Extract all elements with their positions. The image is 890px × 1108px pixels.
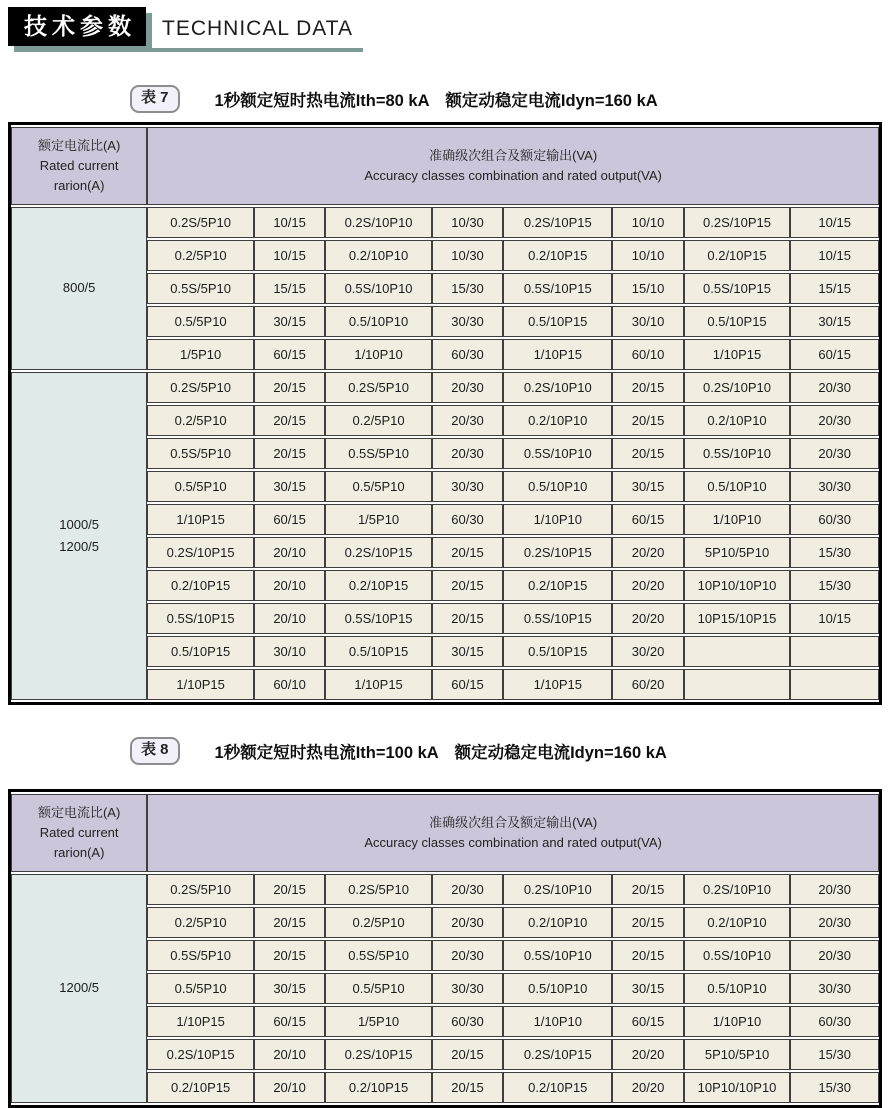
accuracy-combo-cell: 0.2S/10P15	[147, 1039, 254, 1070]
rated-output-cell: 30/15	[612, 471, 683, 502]
rated-output-cell: 20/20	[612, 537, 683, 568]
rated-output-cell: 20/30	[790, 405, 879, 436]
rated-output-cell: 20/30	[790, 940, 879, 971]
table8-badge: 表 8	[130, 737, 180, 765]
table7-body	[11, 207, 879, 700]
rated-output-cell: 60/15	[254, 339, 325, 370]
accuracy-combo-cell: 0.5S/5P10	[325, 438, 432, 469]
rated-output-cell: 10/30	[432, 240, 503, 271]
rated-output-cell: 20/15	[612, 438, 683, 469]
ratio-header-cn: 额定电流比(A)	[37, 804, 121, 820]
rated-output-cell: 10/10	[612, 240, 683, 271]
accuracy-combo-cell: 0.2/10P15	[503, 240, 612, 271]
rated-output-cell: 20/20	[612, 603, 683, 634]
rated-output-cell: 30/30	[790, 471, 879, 502]
accuracy-combo-cell: 0.2S/10P15	[325, 1039, 432, 1070]
accuracy-combo-cell: 0.5/10P15	[147, 636, 254, 667]
accuracy-combo-cell: 0.2S/10P10	[325, 207, 432, 238]
accuracy-combo-cell: 0.5/10P15	[684, 306, 791, 337]
rated-output-cell: 20/15	[254, 372, 325, 403]
rated-output-cell: 20/10	[254, 1072, 325, 1103]
accuracy-combo-cell: 5P10/5P10	[684, 537, 791, 568]
accuracy-combo-cell: 1/5P10	[325, 1006, 432, 1037]
rated-output-cell: 60/30	[432, 339, 503, 370]
accuracy-combo-cell: 10P15/10P15	[684, 603, 791, 634]
accuracy-combo-cell: 1/5P10	[325, 504, 432, 535]
page-header	[8, 6, 890, 52]
rated-output-cell: 30/15	[254, 973, 325, 1004]
accuracy-combo-cell: 0.5/10P10	[503, 973, 612, 1004]
accuracy-header-cn: 准确级次组合及额定输出(VA)	[429, 147, 598, 163]
accuracy-combo-cell: 0.2S/5P10	[325, 874, 432, 905]
accuracy-combo-cell: 0.2S/10P10	[684, 874, 791, 905]
rated-output-cell: 20/10	[254, 570, 325, 601]
rated-output-cell: 20/15	[612, 907, 683, 938]
page-title-cn: 技术参数	[8, 7, 146, 46]
rated-output-cell: 20/30	[432, 438, 503, 469]
row-group-label: 1000/5 1200/5	[11, 372, 147, 700]
rated-output-cell: 15/30	[790, 1072, 879, 1103]
rated-output-cell: 20/30	[790, 438, 879, 469]
page-title-en: TECHNICAL DATA	[152, 17, 363, 52]
accuracy-combo-cell: 0.5/5P10	[147, 471, 254, 502]
accuracy-combo-cell: 0.2/10P15	[503, 1072, 612, 1103]
rated-output-cell: 20/20	[612, 570, 683, 601]
accuracy-combo-cell: 0.2/10P15	[325, 570, 432, 601]
technical-table-8	[8, 789, 882, 1108]
accuracy-combo-cell: 0.2/10P10	[503, 405, 612, 436]
rated-output-cell: 60/30	[432, 1006, 503, 1037]
rated-output-cell: 15/15	[254, 273, 325, 304]
accuracy-combo-cell: 0.5/10P10	[684, 471, 791, 502]
rated-output-cell: 60/15	[612, 504, 683, 535]
rated-output-cell: 20/30	[432, 405, 503, 436]
rated-output-cell: 30/15	[254, 471, 325, 502]
rated-output-cell: 15/30	[790, 537, 879, 568]
accuracy-combo-cell: 0.5S/10P10	[325, 273, 432, 304]
rated-output-cell	[790, 636, 879, 667]
accuracy-combo-cell: 10P10/10P10	[684, 1072, 791, 1103]
accuracy-combo-cell: 1/10P15	[147, 1006, 254, 1037]
table8	[11, 792, 879, 1105]
table-header-row	[11, 794, 879, 872]
accuracy-combo-cell: 0.5/10P15	[503, 306, 612, 337]
rated-output-cell: 60/30	[432, 504, 503, 535]
table-header-row	[11, 127, 879, 205]
ratio-header-en2: rarion(A)	[53, 178, 105, 194]
accuracy-combo-cell: 0.2/10P15	[503, 570, 612, 601]
rated-output-cell: 30/30	[432, 471, 503, 502]
rated-output-cell: 60/15	[790, 339, 879, 370]
accuracy-combo-cell	[684, 636, 791, 667]
rated-output-cell: 30/15	[432, 636, 503, 667]
accuracy-combo-cell: 0.2S/5P10	[147, 874, 254, 905]
rated-output-cell: 20/10	[254, 537, 325, 568]
rated-output-cell: 10/15	[790, 207, 879, 238]
row-group-label: 800/5	[11, 207, 147, 370]
accuracy-header-cn: 准确级次组合及额定输出(VA)	[429, 814, 598, 830]
accuracy-combo-cell: 0.5/5P10	[325, 471, 432, 502]
rated-output-cell: 30/30	[790, 973, 879, 1004]
rated-output-cell: 30/20	[612, 636, 683, 667]
table-row	[11, 207, 879, 238]
rated-output-cell: 15/30	[790, 1039, 879, 1070]
rated-output-cell: 15/30	[790, 570, 879, 601]
accuracy-combo-cell: 0.5S/10P10	[503, 940, 612, 971]
rated-output-cell: 20/15	[432, 1039, 503, 1070]
accuracy-combo-cell: 1/10P10	[503, 504, 612, 535]
rated-output-cell: 15/30	[432, 273, 503, 304]
rated-output-cell: 20/15	[432, 603, 503, 634]
table7	[11, 125, 879, 702]
accuracy-combo-cell: 0.2/10P15	[684, 240, 791, 271]
rated-output-cell: 30/15	[790, 306, 879, 337]
ratio-header-en1: Rated current	[39, 157, 119, 173]
ratio-column-header	[11, 127, 147, 205]
accuracy-header-en: Accuracy classes combination and rated output(VA)	[364, 835, 662, 850]
rated-output-cell: 10/10	[612, 207, 683, 238]
table8-caption	[130, 737, 890, 765]
rated-output-cell: 20/20	[612, 1039, 683, 1070]
accuracy-column-header	[147, 127, 879, 205]
rated-output-cell: 20/15	[612, 940, 683, 971]
accuracy-combo-cell: 0.2/10P15	[325, 1072, 432, 1103]
accuracy-combo-cell: 0.2S/10P15	[503, 537, 612, 568]
rated-output-cell: 20/15	[432, 1072, 503, 1103]
accuracy-combo-cell: 0.2/10P10	[503, 907, 612, 938]
accuracy-combo-cell: 0.5S/10P15	[503, 273, 612, 304]
rated-output-cell: 15/10	[612, 273, 683, 304]
accuracy-header-en: Accuracy classes combination and rated output(VA)	[364, 168, 662, 183]
rated-output-cell: 10/15	[790, 603, 879, 634]
ratio-column-header	[11, 794, 147, 872]
accuracy-combo-cell: 0.5/10P10	[325, 306, 432, 337]
accuracy-combo-cell: 0.5/5P10	[147, 973, 254, 1004]
rated-output-cell: 60/30	[790, 504, 879, 535]
accuracy-combo-cell: 0.5/10P15	[503, 636, 612, 667]
accuracy-combo-cell: 0.5/10P10	[684, 973, 791, 1004]
accuracy-combo-cell: 0.2/10P10	[684, 907, 791, 938]
rated-output-cell: 30/30	[432, 306, 503, 337]
accuracy-combo-cell: 0.5/5P10	[147, 306, 254, 337]
accuracy-combo-cell: 0.2/10P10	[684, 405, 791, 436]
table7-title: 1秒额定短时热电流Ith=80 kA 额定动稳定电流Idyn=160 kA	[214, 92, 658, 110]
rated-output-cell: 60/15	[254, 504, 325, 535]
accuracy-combo-cell: 1/10P15	[503, 669, 612, 700]
accuracy-combo-cell: 5P10/5P10	[684, 1039, 791, 1070]
accuracy-combo-cell: 0.5/10P15	[325, 636, 432, 667]
accuracy-combo-cell	[684, 669, 791, 700]
rated-output-cell: 20/30	[432, 940, 503, 971]
accuracy-combo-cell: 1/10P15	[503, 339, 612, 370]
rated-output-cell: 10/15	[254, 207, 325, 238]
rated-output-cell: 30/30	[432, 973, 503, 1004]
table-row	[11, 874, 879, 905]
accuracy-combo-cell: 0.5S/5P10	[147, 273, 254, 304]
accuracy-combo-cell: 1/10P10	[684, 1006, 791, 1037]
accuracy-combo-cell: 0.5S/5P10	[325, 940, 432, 971]
accuracy-combo-cell: 0.5/5P10	[325, 973, 432, 1004]
rated-output-cell: 20/15	[254, 907, 325, 938]
rated-output-cell: 20/15	[254, 438, 325, 469]
accuracy-combo-cell: 0.2S/10P15	[503, 1039, 612, 1070]
row-group-label: 1200/5	[11, 874, 147, 1103]
accuracy-combo-cell: 0.5S/10P15	[147, 603, 254, 634]
rated-output-cell: 30/10	[612, 306, 683, 337]
rated-output-cell	[790, 669, 879, 700]
accuracy-combo-cell: 0.5/10P10	[503, 471, 612, 502]
rated-output-cell: 60/15	[432, 669, 503, 700]
rated-output-cell: 30/15	[612, 973, 683, 1004]
accuracy-combo-cell: 0.2S/10P10	[684, 372, 791, 403]
rated-output-cell: 20/30	[790, 372, 879, 403]
accuracy-combo-cell: 1/5P10	[147, 339, 254, 370]
accuracy-combo-cell: 0.2/5P10	[147, 240, 254, 271]
accuracy-combo-cell: 10P10/10P10	[684, 570, 791, 601]
rated-output-cell: 20/30	[432, 907, 503, 938]
accuracy-combo-cell: 0.5S/10P10	[684, 940, 791, 971]
accuracy-combo-cell: 1/10P15	[684, 339, 791, 370]
accuracy-combo-cell: 0.5S/10P15	[684, 273, 791, 304]
accuracy-combo-cell: 1/10P15	[147, 669, 254, 700]
accuracy-combo-cell: 0.2S/10P15	[147, 537, 254, 568]
rated-output-cell: 60/20	[612, 669, 683, 700]
ratio-header-en1: Rated current	[39, 824, 119, 840]
rated-output-cell: 20/15	[254, 405, 325, 436]
accuracy-combo-cell: 0.2S/10P15	[684, 207, 791, 238]
table7-badge: 表 7	[130, 85, 180, 113]
rated-output-cell: 20/15	[432, 570, 503, 601]
accuracy-combo-cell: 0.2S/10P10	[503, 874, 612, 905]
ratio-header-cn: 额定电流比(A)	[37, 137, 121, 153]
accuracy-combo-cell: 1/10P15	[147, 504, 254, 535]
accuracy-combo-cell: 0.2/5P10	[147, 907, 254, 938]
accuracy-combo-cell: 0.5S/10P10	[684, 438, 791, 469]
rated-output-cell: 20/15	[612, 405, 683, 436]
rated-output-cell: 20/30	[432, 372, 503, 403]
rated-output-cell: 60/10	[254, 669, 325, 700]
accuracy-combo-cell: 0.2/5P10	[147, 405, 254, 436]
accuracy-combo-cell: 0.2S/10P15	[325, 537, 432, 568]
ratio-header-en2: rarion(A)	[53, 845, 105, 861]
accuracy-combo-cell: 0.5S/5P10	[147, 438, 254, 469]
rated-output-cell: 10/30	[432, 207, 503, 238]
accuracy-combo-cell: 0.2/10P15	[147, 570, 254, 601]
rated-output-cell: 60/30	[790, 1006, 879, 1037]
rated-output-cell: 20/10	[254, 603, 325, 634]
table7-caption	[130, 85, 890, 113]
accuracy-combo-cell: 0.2S/10P15	[503, 207, 612, 238]
rated-output-cell: 20/15	[432, 537, 503, 568]
rated-output-cell: 30/10	[254, 636, 325, 667]
accuracy-combo-cell: 0.5S/10P15	[503, 603, 612, 634]
rated-output-cell: 20/20	[612, 1072, 683, 1103]
accuracy-combo-cell: 0.2/10P15	[147, 1072, 254, 1103]
accuracy-combo-cell: 1/10P10	[325, 339, 432, 370]
accuracy-combo-cell: 0.5S/10P10	[503, 438, 612, 469]
accuracy-combo-cell: 0.2S/10P10	[503, 372, 612, 403]
accuracy-column-header	[147, 794, 879, 872]
rated-output-cell: 60/10	[612, 339, 683, 370]
accuracy-combo-cell: 1/10P15	[325, 669, 432, 700]
table-row	[11, 372, 879, 403]
accuracy-combo-cell: 0.5S/5P10	[147, 940, 254, 971]
accuracy-combo-cell: 0.2/10P10	[325, 240, 432, 271]
accuracy-combo-cell: 0.2S/5P10	[147, 372, 254, 403]
accuracy-combo-cell: 1/10P10	[684, 504, 791, 535]
rated-output-cell: 20/30	[790, 907, 879, 938]
rated-output-cell: 20/30	[432, 874, 503, 905]
accuracy-combo-cell: 0.2/5P10	[325, 405, 432, 436]
accuracy-combo-cell: 0.2/5P10	[325, 907, 432, 938]
table8-title: 1秒额定短时热电流Ith=100 kA 额定动稳定电流Idyn=160 kA	[214, 744, 667, 762]
accuracy-combo-cell: 0.2S/5P10	[325, 372, 432, 403]
accuracy-combo-cell: 1/10P10	[503, 1006, 612, 1037]
table8-body	[11, 874, 879, 1103]
rated-output-cell: 20/15	[254, 874, 325, 905]
rated-output-cell: 10/15	[254, 240, 325, 271]
rated-output-cell: 60/15	[612, 1006, 683, 1037]
rated-output-cell: 20/15	[254, 940, 325, 971]
rated-output-cell: 20/10	[254, 1039, 325, 1070]
rated-output-cell: 10/15	[790, 240, 879, 271]
rated-output-cell: 15/15	[790, 273, 879, 304]
accuracy-combo-cell: 0.2S/5P10	[147, 207, 254, 238]
rated-output-cell: 20/15	[612, 372, 683, 403]
rated-output-cell: 30/15	[254, 306, 325, 337]
rated-output-cell: 20/15	[612, 874, 683, 905]
rated-output-cell: 60/15	[254, 1006, 325, 1037]
rated-output-cell: 20/30	[790, 874, 879, 905]
accuracy-combo-cell: 0.5S/10P15	[325, 603, 432, 634]
technical-table-7	[8, 122, 882, 705]
